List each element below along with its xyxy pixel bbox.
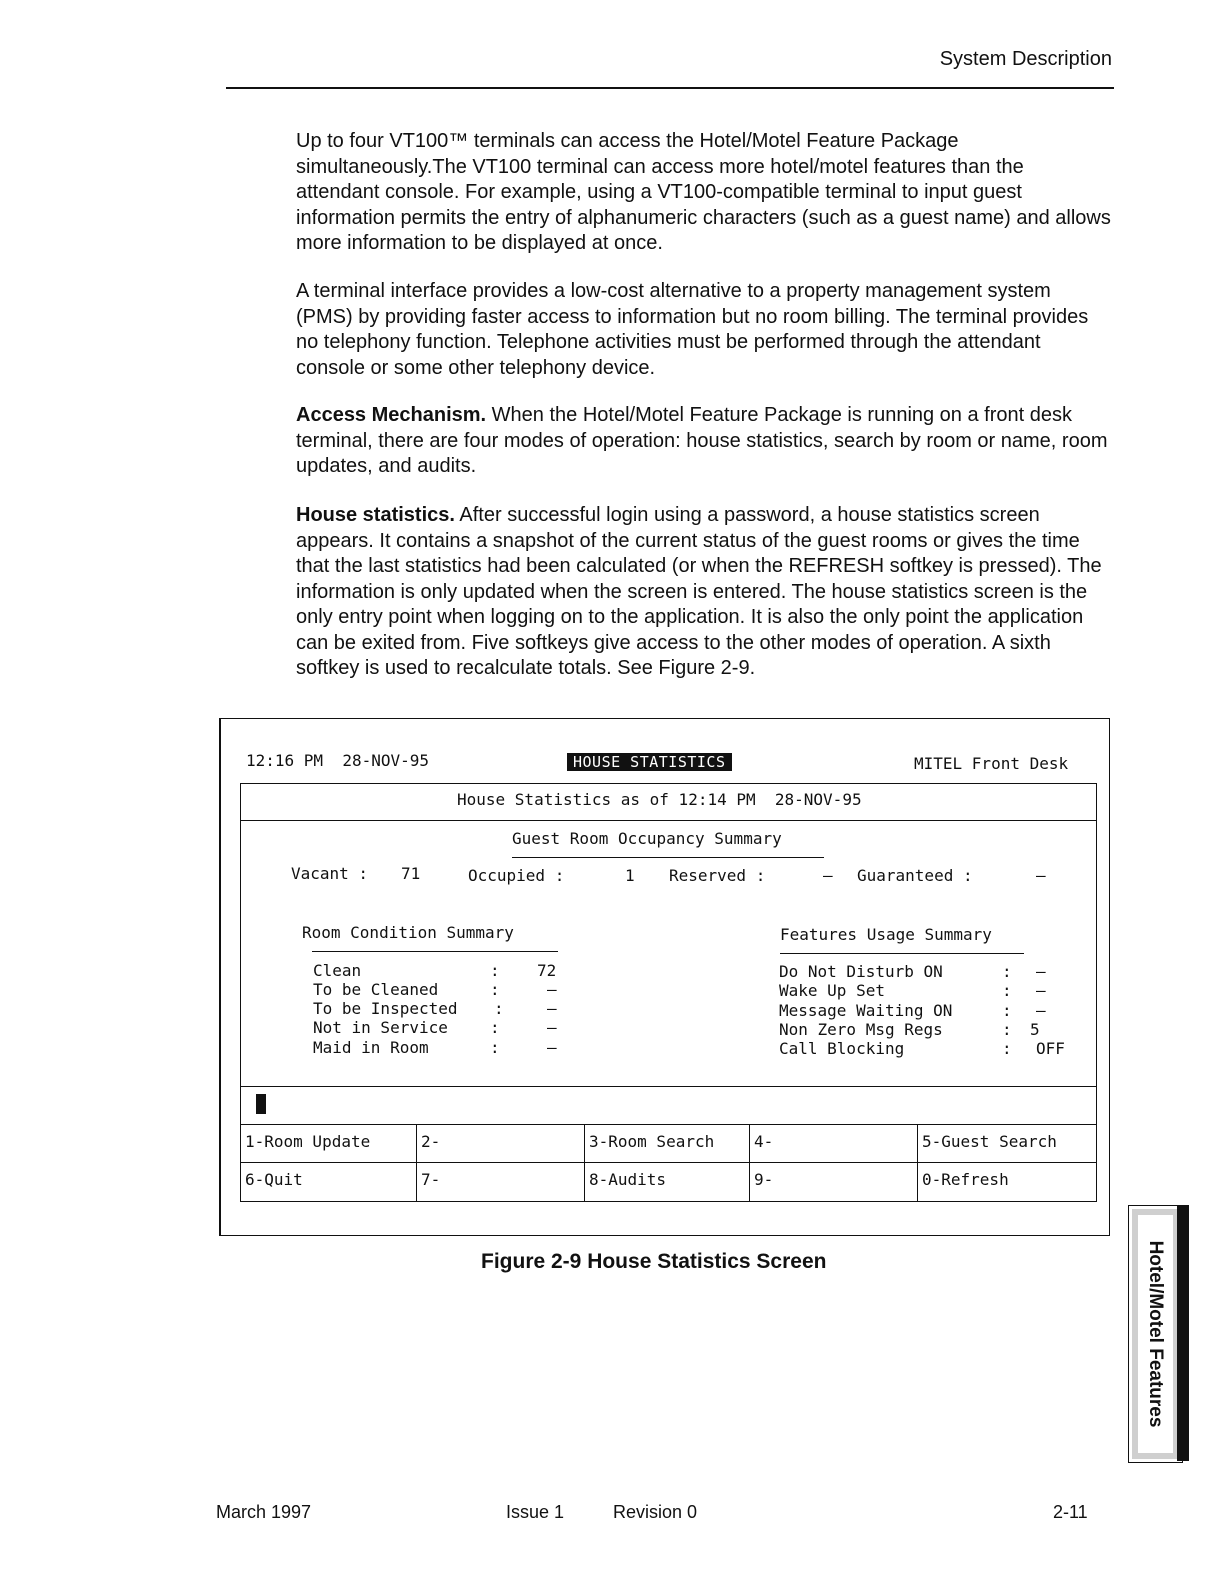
screen-title-badge: HOUSE STATISTICS <box>567 753 732 771</box>
footer-issue: Issue 1 <box>506 1502 565 1522</box>
features-usage-underline <box>780 953 1024 954</box>
features-usage-colon: : <box>1002 1039 1012 1058</box>
system-name: MITEL Front Desk <box>914 754 1069 773</box>
footer-revision: Revision 0 <box>613 1502 698 1522</box>
features-usage-value: OFF <box>1036 1039 1065 1058</box>
room-condition-underline <box>312 951 558 952</box>
reserved-label: Reserved : <box>669 866 766 885</box>
occupancy-title-underline <box>512 857 824 858</box>
softkey-bar <box>240 1124 1097 1202</box>
room-condition-value: – <box>547 999 557 1018</box>
terminal-time: 12:16 PM 28-NOV-95 <box>246 751 430 770</box>
features-usage-value: 5 <box>1030 1020 1040 1039</box>
softkey-2[interactable]: 2- <box>417 1125 585 1163</box>
softkey-1-room-update[interactable]: 1-Room Update <box>241 1125 417 1163</box>
running-header: System Description <box>939 48 1112 70</box>
features-usage-value: – <box>1036 981 1046 1000</box>
features-usage-colon: : <box>1002 981 1012 1000</box>
softkey-6-quit[interactable]: 6-Quit <box>241 1163 417 1201</box>
room-condition-value: – <box>547 1018 557 1037</box>
room-condition-label: Not in Service <box>313 1018 448 1037</box>
features-usage-label: Call Blocking <box>779 1039 905 1058</box>
paragraph-terminal-interface: A terminal interface provides a low-cost alternative to a property management system (PMS) by providing faster access to information but no room billing. The terminal provides no telephony function. Telephone activities must be performed through the attendant console or some other telephony device. <box>296 280 1089 379</box>
softkey-3-room-search[interactable]: 3-Room Search <box>585 1125 750 1163</box>
vacant-value: 71 <box>401 864 421 883</box>
softkey-9[interactable]: 9- <box>750 1163 918 1201</box>
room-condition-colon: : <box>490 980 500 999</box>
footer-date: March 1997 <box>216 1502 312 1522</box>
occupied-value: 1 <box>625 866 635 885</box>
features-usage-label: Non Zero Msg Regs <box>779 1020 943 1039</box>
features-usage-colon: : <box>1002 1020 1012 1039</box>
room-condition-colon: : <box>490 961 500 980</box>
room-condition-value: – <box>547 1038 557 1057</box>
guaranteed-value: – <box>1036 866 1046 885</box>
reserved-value: – <box>823 866 833 885</box>
softkey-5-guest-search[interactable]: 5-Guest Search <box>918 1125 1096 1163</box>
room-condition-colon: : <box>494 999 504 1018</box>
features-usage-label: Message Waiting ON <box>779 1001 953 1020</box>
text-cursor <box>256 1094 266 1114</box>
vacant-label: Vacant : <box>291 864 369 883</box>
room-condition-value: 72 <box>537 961 557 980</box>
room-condition-label: To be Inspected <box>313 999 458 1018</box>
occupancy-title: Guest Room Occupancy Summary <box>512 829 782 848</box>
paragraph-access-mechanism <box>296 403 1111 480</box>
room-condition-title: Room Condition Summary <box>302 923 514 942</box>
guaranteed-label: Guaranteed : <box>857 866 973 885</box>
access-mechanism-text: When the Hotel/Motel Feature Package is running on a front desk terminal, there are four modes of operation: house statistics, search by room or name, room updates, and audits. <box>296 404 1108 477</box>
room-condition-value: – <box>547 980 557 999</box>
room-condition-label: To be Cleaned <box>313 980 439 999</box>
room-condition-label: Clean <box>313 961 362 980</box>
features-usage-value: – <box>1036 962 1046 981</box>
side-tab-edge <box>1177 1205 1189 1461</box>
figure-caption: Figure 2-9 House Statistics Screen <box>481 1250 827 1273</box>
stats-line: House Statistics as of 12:14 PM 28-NOV-95 <box>457 790 862 809</box>
command-input-line[interactable] <box>240 1086 1097 1125</box>
features-usage-value: – <box>1036 1001 1046 1020</box>
room-condition-label: Maid in Room <box>313 1038 429 1057</box>
header-rule <box>226 87 1114 89</box>
softkey-0-refresh[interactable]: 0-Refresh <box>922 1170 1009 1189</box>
softkey-8-audits[interactable]: 8-Audits <box>585 1163 750 1201</box>
footer-page-number: 2-11 <box>1053 1502 1088 1522</box>
paragraph-house-statistics <box>296 503 1111 682</box>
softkey-4[interactable]: 4- <box>750 1125 918 1163</box>
house-statistics-heading: House statistics. <box>296 504 455 526</box>
paragraph-vt100: Up to four VT100™ terminals can access the Hotel/Motel Feature Package simultaneously.The VT100 terminal can access more hotel/motel features than the attendant console. For example, using a VT100-compatible terminal to input guest information permits the entry of alphanumeric characters (such as a guest name) and allows more information to be displayed at once. <box>296 130 1111 254</box>
section-side-tab <box>1128 1205 1183 1463</box>
features-usage-colon: : <box>1002 962 1012 981</box>
house-statistics-text: After successful login using a password, a house statistics screen appears. It contains a snapshot of the current status of the guest rooms or gives the time that the last statistics had been calculated (or when the REFRESH softkey is pressed). The information is only updated when the screen is entered. The house statistics screen is the only entry point when logging on to the application. It is also the only point the application can be exited from. Five softkeys give access to the other modes of operation. A sixth softkey is used to recalculate totals. See Figure 2-9. <box>296 504 1102 679</box>
side-tab-label: Hotel/Motel Features <box>1145 1240 1166 1428</box>
occupied-label: Occupied : <box>468 866 565 885</box>
room-condition-colon: : <box>490 1038 500 1057</box>
access-mechanism-heading: Access Mechanism. <box>296 404 487 426</box>
features-usage-label: Do Not Disturb ON <box>779 962 943 981</box>
softkey-7[interactable]: 7- <box>417 1163 585 1201</box>
features-usage-label: Wake Up Set <box>779 981 885 1000</box>
features-usage-title: Features Usage Summary <box>780 925 992 944</box>
room-condition-colon: : <box>490 1018 500 1037</box>
features-usage-colon: : <box>1002 1001 1012 1020</box>
